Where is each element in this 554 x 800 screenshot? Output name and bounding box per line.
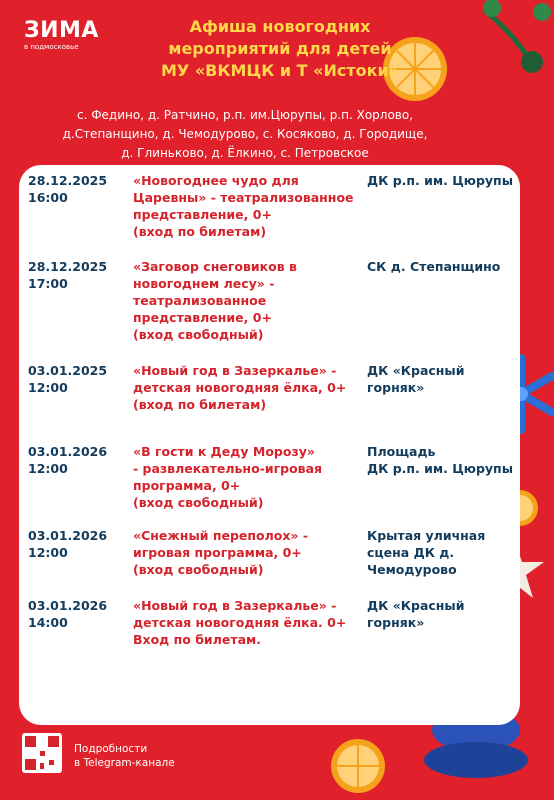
event-date: 03.01.2026 12:00 <box>28 444 108 476</box>
logo <box>24 20 99 52</box>
berry-branch-icon <box>470 0 554 80</box>
event-description: «Новогоднее чудо для Царевны» - театрализованное представление, 0+ (вход по билетам) <box>133 173 354 239</box>
page-title-text: Афиша новогодних мероприятий для детей МУ «ВКМЦК и Т «Истоки» <box>161 17 399 80</box>
places-text: с. Федино, д. Ратчино, р.п. им.Цюрупы, р.п. Хорлово, д.Степанщино, д. Чемодурово, с. Косяково, д. Городище, д. Глиньково, д. Ёлкино, с. Петровское <box>62 108 428 160</box>
page-title <box>110 16 450 82</box>
logo-sub: в подмосковье <box>24 43 79 51</box>
orange-slice-icon <box>330 738 386 794</box>
qr-code-icon[interactable] <box>22 733 62 773</box>
telegram-link[interactable]: Подробности в Telegram-канале <box>74 743 175 769</box>
event-description: «Заговор снеговиков в новогоднем лесу» - театрализованное представление, 0+ (вход свободный) <box>133 259 297 342</box>
event-description: «Снежный переполох» - игровая программа, 0+ (вход свободный) <box>133 528 309 577</box>
event-place: ДК «Красный горняк» <box>367 598 465 630</box>
event-date: 03.01.2026 14:00 <box>28 598 108 630</box>
event-place: Крытая уличная сцена ДК д. Чемодурово <box>367 528 486 577</box>
places-list <box>30 106 460 163</box>
event-date: 03.01.2026 12:00 <box>28 528 108 560</box>
event-date: 03.01.2025 12:00 <box>28 363 108 395</box>
event-place: ДК р.п. им. Цюрупы <box>367 173 513 188</box>
event-date: 28.12.2025 16:00 <box>28 173 108 205</box>
event-date: 28.12.2025 17:00 <box>28 259 108 291</box>
event-description: «В гости к Деду Морозу» - развлекательно-игровая программа, 0+ (вход свободный) <box>133 444 323 510</box>
logo-main: ЗИМА <box>24 18 99 43</box>
event-place: СК д. Степанщино <box>367 259 501 274</box>
event-place: Площадь ДК р.п. им. Цюрупы <box>367 444 513 476</box>
event-description: «Новый год в Зазеркалье» - детская новогодняя ёлка, 0+ (вход по билетам) <box>133 363 347 412</box>
event-place: ДК «Красный горняк» <box>367 363 465 395</box>
events-panel <box>19 165 520 725</box>
event-description: «Новый год в Зазеркалье» - детская новогодняя ёлка. 0+ Вход по билетам. <box>133 598 347 647</box>
